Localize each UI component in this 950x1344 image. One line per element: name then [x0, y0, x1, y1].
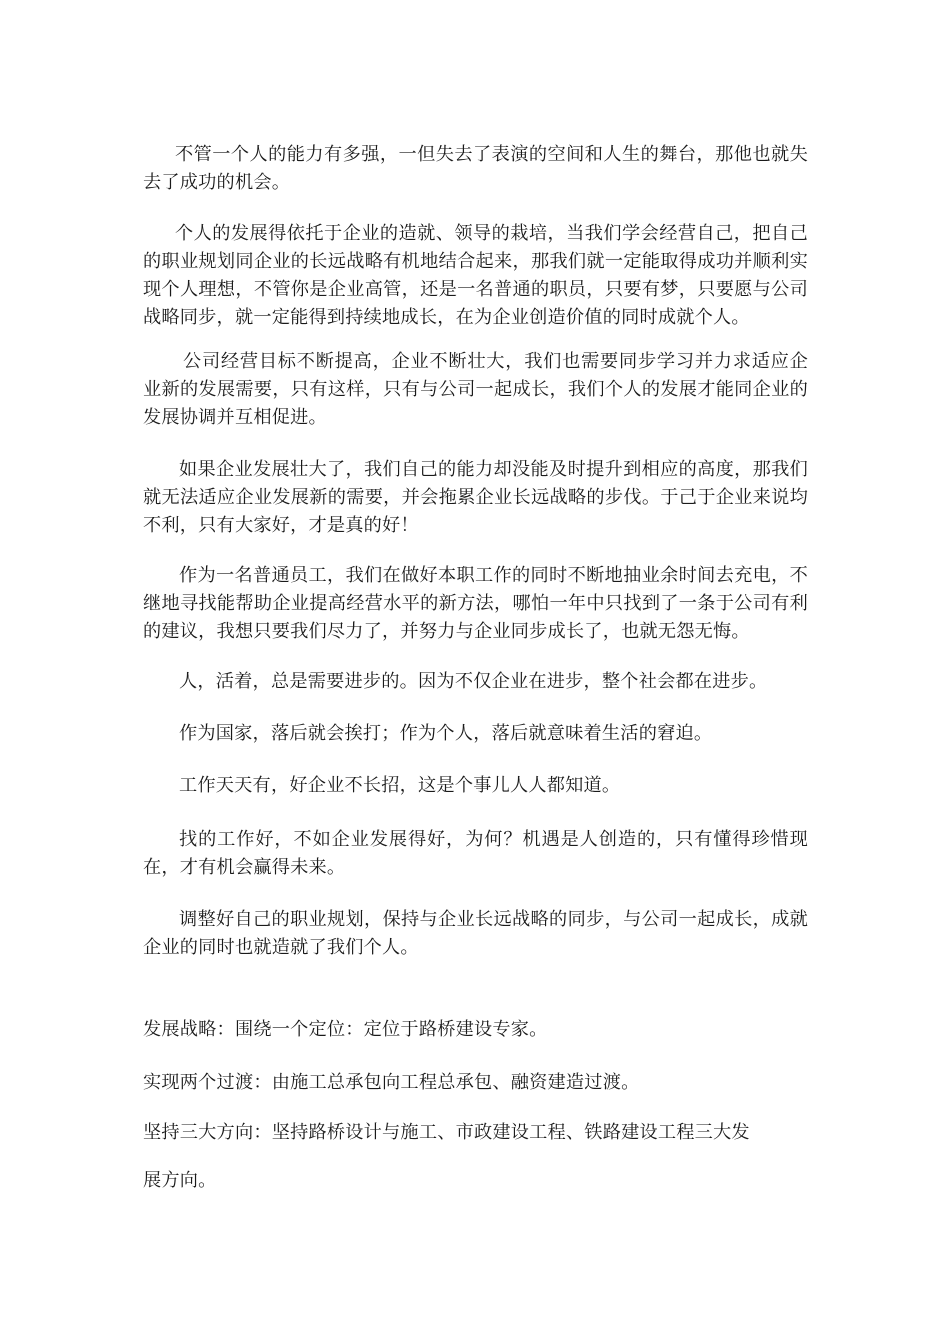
paragraph-8: 工作天天有，好企业不长招，这是个事儿人人都知道。	[179, 775, 621, 796]
paragraph-10: 调整好自己的职业规划，保持与企业长远战略的同步，与公司一起成长，成就企业的同时也就造就了我们个人。	[143, 909, 808, 958]
paragraph-1: 不管一个人的能力有多强，一但失去了表演的空间和人生的舞台，那他也就失去了成功的机会。	[143, 144, 808, 193]
paragraph-5: 作为一名普通员工，我们在做好本职工作的同时不断地抽业余时间去充电，不继地寻找能帮助企业提高经营水平的新方法，哪怕一年中只找到了一条于公司有利的建议，我想只要我们尽力了，并努力与企业同步成长了，也就无怨无悔。	[143, 565, 808, 642]
strategy-line-directions: 坚持三大方向：坚持路桥设计与施工、市政建设工程、铁路建设工程三大发	[143, 1122, 750, 1143]
strategy-line-directions-cont: 展方向。	[143, 1170, 217, 1191]
paragraph-7: 作为国家，落后就会挨打；作为个人，落后就意味着生活的窘迫。	[179, 723, 713, 744]
paragraph-2: 个人的发展得依托于企业的造就、领导的栽培，当我们学会经营自己，把自己的职业规划同企业的长远战略有机地结合起来，那我们就一定能取得成功并顺利实现个人理想，不管你是企业高管，还是一名普通的职员，只要有梦，只要愿与公司战略同步，就一定能得到持续地成长，在为企业创造价值的同时成就个人。	[143, 223, 808, 328]
strategy-line-positioning: 发展战略：围绕一个定位：定位于路桥建设专家。	[143, 1019, 548, 1040]
paragraph-4: 如果企业发展壮大了，我们自己的能力却没能及时提升到相应的高度，那我们就无法适应企业发展新的需要，并会拖累企业长远战略的步伐。于己于企业来说均不利，只有大家好，才是真的好！	[143, 459, 808, 536]
paragraph-3: 公司经营目标不断提高，企业不断壮大，我们也需要同步学习并力求适应企业新的发展需要，只有这样，只有与公司一起成长，我们个人的发展才能同企业的发展协调并互相促进。	[143, 351, 808, 428]
paragraph-9: 找的工作好，不如企业发展得好，为何？机遇是人创造的，只有懂得珍惜现在，才有机会赢得未来。	[143, 829, 808, 878]
paragraph-6: 人，活着，总是需要进步的。因为不仅企业在进步，整个社会都在进步。	[179, 671, 768, 692]
strategy-line-transitions: 实现两个过渡：由施工总承包向工程总承包、融资建造过渡。	[143, 1072, 640, 1093]
